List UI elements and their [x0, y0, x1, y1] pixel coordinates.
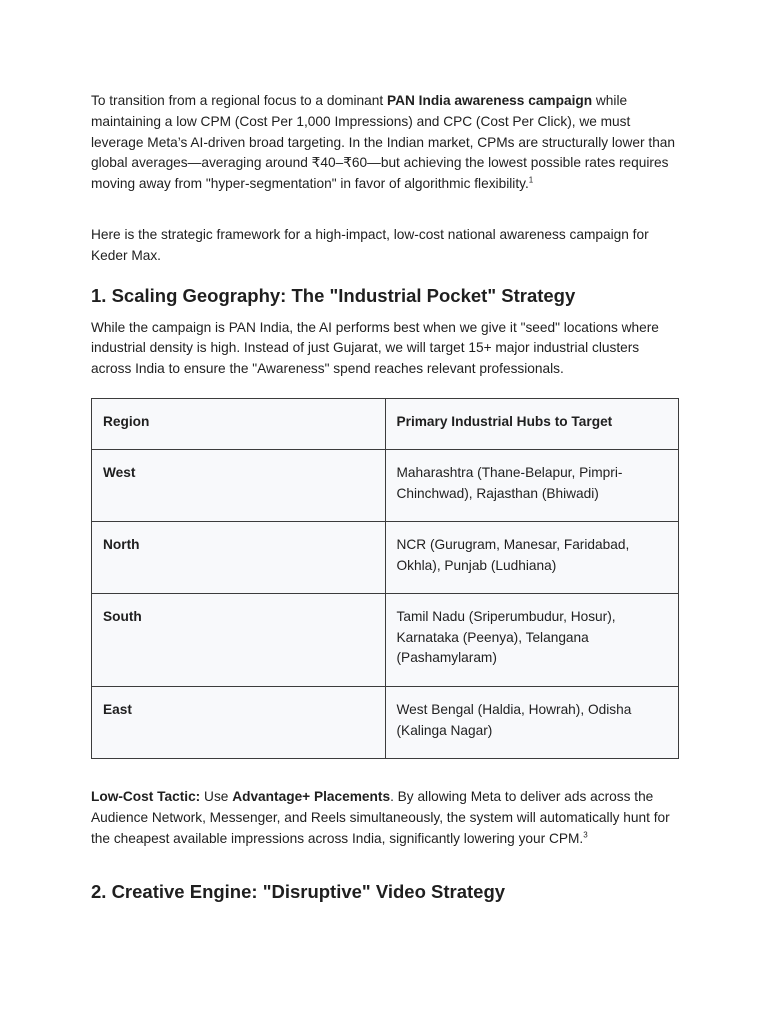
region-cell: South [92, 593, 386, 686]
tactic-bold-placements: Advantage+ Placements [232, 788, 391, 804]
table-header-region: Region [92, 398, 386, 449]
intro-text-2: while maintaining a low CPM (Cost Per 1,000 Impressions) and CPC (Cost Per Click), we must leverage Meta’s AI-driven broad targeting. In the Indian market, CPMs are structurally lower than global averages—averaging around ₹40–₹60—but achieving the lowest possible rates requires moving away from "hyper-segmentation" in favor of algorithmic flexibility. [91, 93, 676, 192]
intro-paragraph [91, 91, 681, 195]
hubs-cell: Tamil Nadu (Sriperumbudur, Hosur), Karnataka (Peenya), Telangana (Pashamylaram) [385, 593, 679, 686]
section-2-heading: 2. Creative Engine: "Disruptive" Video Strategy [91, 881, 506, 903]
low-cost-tactic-paragraph [91, 787, 681, 849]
table-row [92, 686, 679, 758]
table-header-row [92, 398, 679, 449]
table-header-hubs: Primary Industrial Hubs to Target [385, 398, 679, 449]
region-cell: East [92, 686, 386, 758]
footnote-ref-3[interactable]: 3 [583, 830, 588, 839]
framework-paragraph: Here is the strategic framework for a high-impact, low-cost national awareness campaign for Keder Max. [91, 226, 649, 263]
region-cell: West [92, 449, 386, 521]
tactic-label: Low-Cost Tactic: [91, 788, 201, 804]
table-row [92, 449, 679, 521]
hubs-cell: West Bengal (Haldia, Howrah), Odisha (Kalinga Nagar) [385, 686, 679, 758]
hubs-cell: Maharashtra (Thane-Belapur, Pimpri-Chinchwad), Rajasthan (Bhiwadi) [385, 449, 679, 521]
tactic-text-1: Use [200, 788, 233, 804]
section-1-paragraph: While the campaign is PAN India, the AI performs best when we give it "seed" locations where industrial density is high. Instead of just Gujarat, we will target 15+ major industrial clusters across India to ensure the "Awareness" spend reaches relevant professionals. [91, 319, 659, 377]
table-row [92, 593, 679, 686]
industrial-hubs-table [91, 398, 679, 759]
tactic-text-2: . By allowing Meta to deliver ads across the Audience Network, Messenger, and Reels simultaneously, the system will automatically hunt for the cheapest available impressions across India, significantly lowering your CPM. [91, 788, 670, 846]
intro-text-1: To transition from a regional focus to a dominant [91, 93, 387, 108]
intro-bold-campaign: PAN India awareness campaign [386, 93, 593, 108]
region-cell: North [92, 521, 386, 593]
hubs-cell: NCR (Gurugram, Manesar, Faridabad, Okhla), Punjab (Ludhiana) [385, 521, 679, 593]
document-page [91, 91, 681, 905]
table-row [92, 521, 679, 593]
footnote-ref-1[interactable]: 1 [528, 175, 534, 185]
section-1-heading: 1. Scaling Geography: The "Industrial Pocket" Strategy [91, 284, 576, 306]
